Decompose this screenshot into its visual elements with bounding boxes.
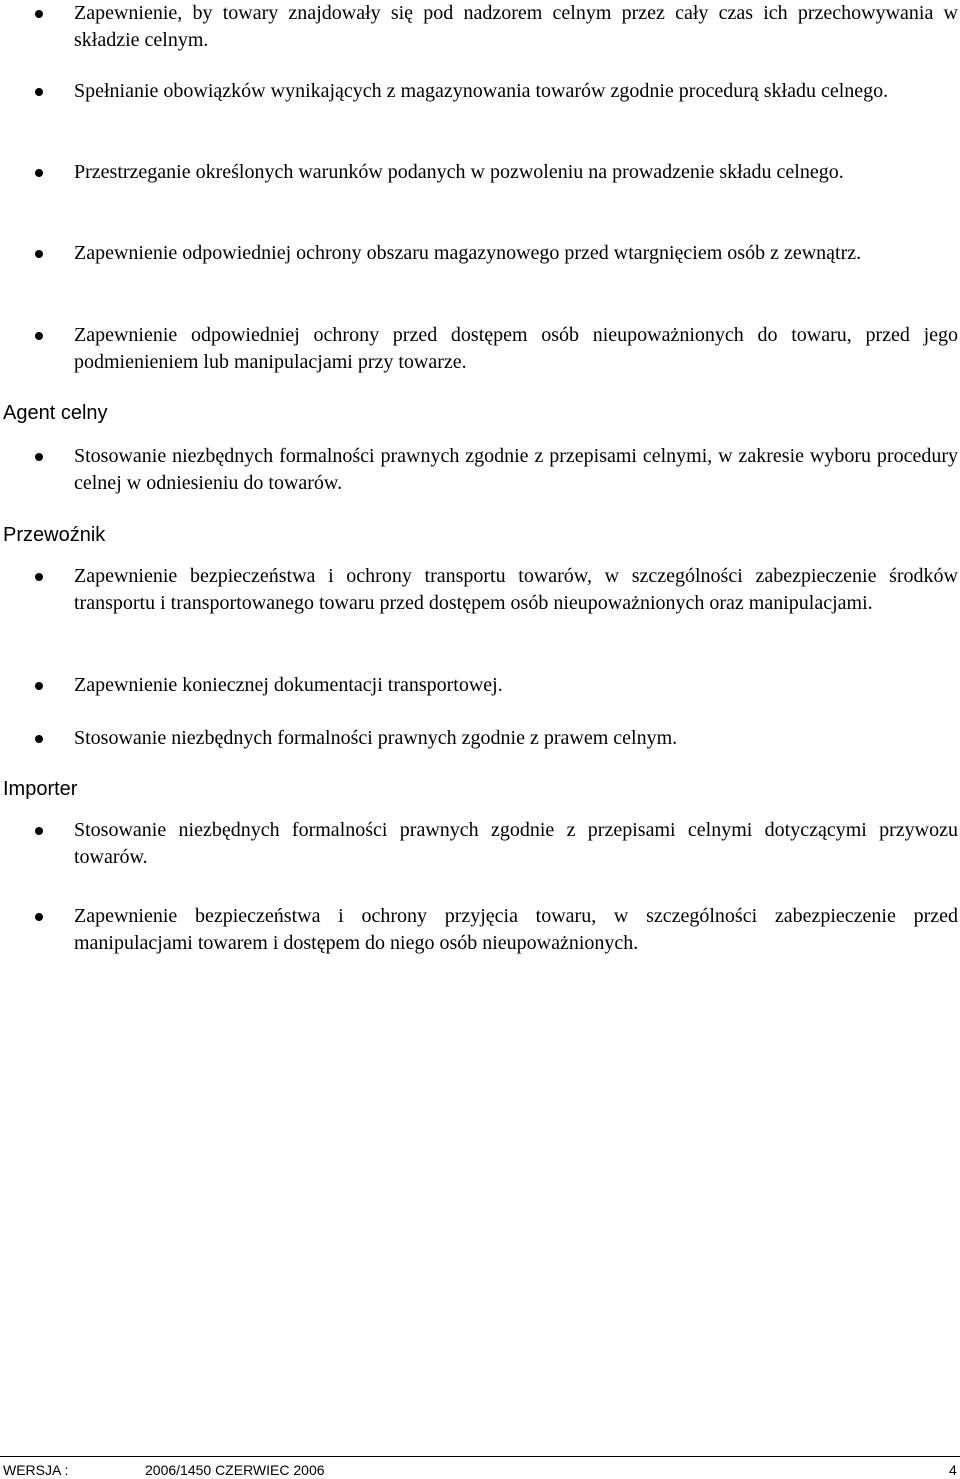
list-item-text: Zapewnienie, by towary znajdowały się pod nadzorem celnym przez cały czas ich przechowywania w składzie celnym. <box>74 2 958 51</box>
list-item <box>0 78 960 105</box>
list-item <box>0 322 960 376</box>
bullet-icon <box>35 913 43 921</box>
list-item-text: Przestrzeganie określonych warunków podanych w pozwoleniu na prowadzenie składu celnego. <box>74 161 844 183</box>
bullet-icon <box>35 453 43 461</box>
list-item-text: Stosowanie niezbędnych formalności prawnych zgodnie z przepisami celnymi dotyczącymi przywozu towarów. <box>74 819 958 868</box>
section-heading-przewoznik: Przewoźnik <box>3 524 106 546</box>
list-item-text: Stosowanie niezbędnych formalności prawnych zgodnie z przepisami celnymi, w zakresie wyboru procedury celnej w odniesieniu do towarów. <box>74 445 958 494</box>
footer-version-value: 2006/1450 CZERWIEC 2006 <box>145 1462 325 1478</box>
list-item <box>0 672 960 699</box>
list-item-text: Zapewnienie odpowiedniej ochrony obszaru magazynowego przed wtargnięciem osób z zewnątrz. <box>74 242 862 264</box>
bullet-icon <box>35 735 43 743</box>
list-item <box>0 903 960 957</box>
bullet-icon <box>35 827 43 835</box>
bullet-icon <box>35 250 43 258</box>
footer-page-number: 4 <box>949 1462 957 1478</box>
list-item-text: Spełnianie obowiązków wynikających z magazynowania towarów zgodnie procedurą składu celnego. <box>74 80 889 102</box>
list-item <box>0 240 960 267</box>
bullet-icon <box>35 682 43 690</box>
list-item-text: Zapewnienie koniecznej dokumentacji transportowej. <box>74 674 503 696</box>
bullet-icon <box>35 10 43 18</box>
footer-version-label: WERSJA : <box>3 1462 69 1478</box>
list-item-text: Stosowanie niezbędnych formalności prawnych zgodnie z prawem celnym. <box>74 727 678 749</box>
list-item-text: Zapewnienie bezpieczeństwa i ochrony przyjęcia towaru, w szczególności zabezpieczenie przed manipulacjami towarem i dostępem do niego osób nieupoważnionych. <box>74 905 958 954</box>
bullet-icon <box>35 169 43 177</box>
list-item <box>0 443 960 497</box>
list-item <box>0 725 960 752</box>
page-footer <box>0 1456 960 1479</box>
list-item-text: Zapewnienie bezpieczeństwa i ochrony transportu towarów, w szczególności zabezpieczenie środków transportu i transportowanego towaru przed dostępem osób nieupoważnionych oraz manipulacjami. <box>74 565 958 614</box>
section-heading-agent-celny: Agent celny <box>3 402 108 424</box>
section-heading-importer: Importer <box>3 778 78 800</box>
list-item-text: Zapewnienie odpowiedniej ochrony przed dostępem osób nieupoważnionych do towaru, przed jego podmienieniem lub manipulacjami przy towarze. <box>74 324 958 373</box>
list-item <box>0 563 960 617</box>
list-item <box>0 0 960 54</box>
bullet-icon <box>35 573 43 581</box>
bullet-icon <box>35 332 43 340</box>
list-item <box>0 159 960 186</box>
list-item <box>0 817 960 871</box>
bullet-icon <box>35 88 43 96</box>
